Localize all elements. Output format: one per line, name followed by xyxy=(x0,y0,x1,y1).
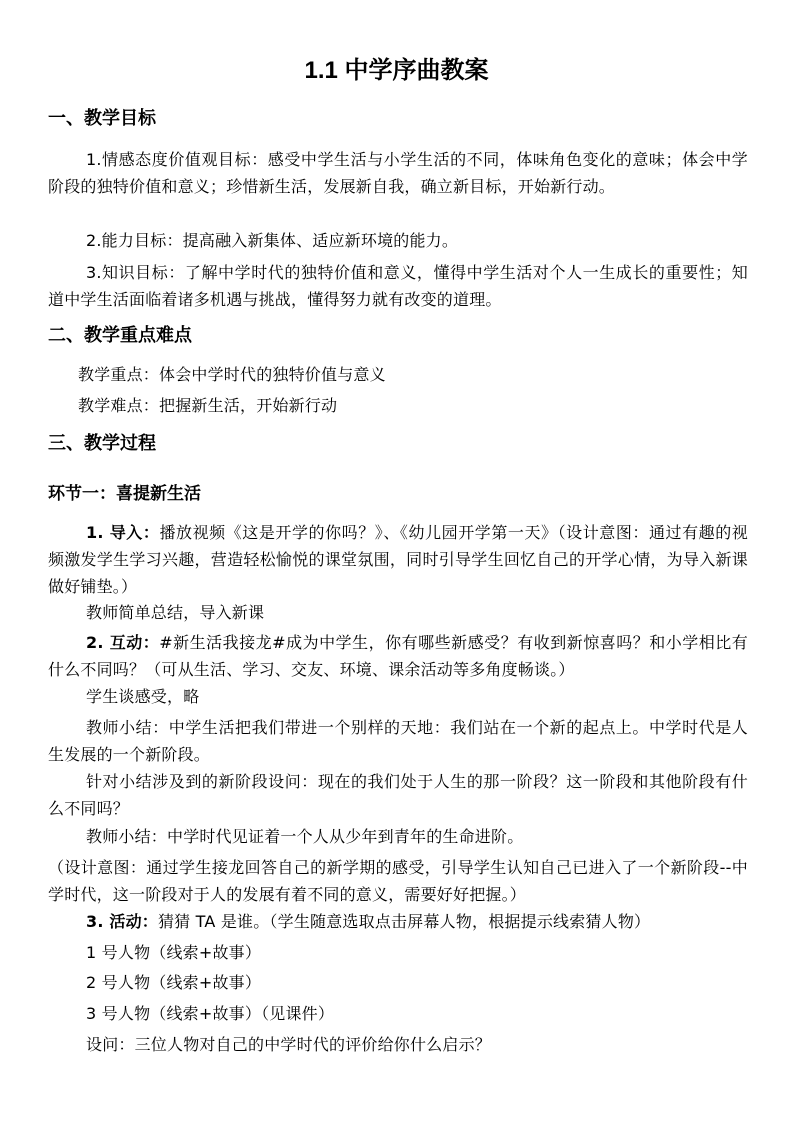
difficult-point: 教学难点：把握新生活，开始新行动 xyxy=(78,396,338,415)
objective-emotion: 1.情感态度价值观目标：感受中学生活与小学生活的不同，体味角色变化的意味；体会中学阶段的独特价值和意义；珍惜新生活，发展新自我，确立新目标，开始新行动。 xyxy=(48,150,748,196)
activity-text: 猜猜 TA 是谁。（学生随意选取点击屏幕人物，根据提示线索猜人物） xyxy=(157,912,651,931)
activity-paragraph xyxy=(48,908,748,935)
teacher-summary-2: 教师小结：中学时代见证着一个人从少年到青年的生命进阶。 xyxy=(86,827,524,846)
person-1: 1 号人物（线索+故事） xyxy=(86,943,262,962)
interaction-label: 2. 互动： xyxy=(86,633,160,652)
page-title: 1.1 中学序曲教案 xyxy=(304,57,489,84)
question-three-people: 设问：三位人物对自己的中学时代的评价给你什么启示？ xyxy=(86,1035,492,1054)
section-heading-key-points: 二、教学重点难点 xyxy=(48,325,192,346)
teacher-summary-intro: 教师简单总结，导入新课 xyxy=(86,603,265,622)
question-stage: 针对小结涉及到的新阶段设问：现在的我们处于人生的那一阶段？这一阶段和其他阶段有什么不同吗？ xyxy=(48,772,748,818)
objective-knowledge: 3.知识目标：了解中学时代的独特价值和意义，懂得中学生活对个人一生成长的重要性；知道中学生活面临着诸多机遇与挑战，懂得努力就有改变的道理。 xyxy=(48,263,748,309)
interaction-text: #新生活我接龙#成为中学生，你有哪些新感受？有收到新惊喜吗？和小学相比有什么不同吗？（可从生活、学习、交友、环境、课余活动等多角度畅谈。） xyxy=(48,633,749,679)
interaction-paragraph xyxy=(48,629,748,683)
teacher-summary-1: 教师小结：中学生活把我们带进一个别样的天地：我们站在一个新的起点上。中学时代是人生发展的一个新阶段。 xyxy=(48,718,748,764)
objective-ability: 2.能力目标：提高融入新集体、适应新环境的能力。 xyxy=(86,231,459,250)
design-intent-note: （设计意图：通过学生接龙回答自己的新学期的感受，引导学生认知自己已进入了一个新阶段--中学时代，这一阶段对于人的发展有着不同的意义，需要好好把握。） xyxy=(48,858,748,904)
key-point: 教学重点：体会中学时代的独特价值与意义 xyxy=(78,365,386,384)
section-heading-objectives: 一、教学目标 xyxy=(48,108,156,129)
activity-label: 3. 活动： xyxy=(86,912,158,931)
lead-in-text: 播放视频《这是开学的你吗？》、《幼儿园开学第一天》（设计意图：通过有趣的视频激发学生学习兴趣，营造轻松愉悦的课堂氛围，同时引导学生回忆自己的开学心情，为导入新课做好铺垫。） xyxy=(48,523,749,596)
person-2: 2 号人物（线索+故事） xyxy=(86,973,262,992)
person-3: 3 号人物（线索+故事）（见课件） xyxy=(86,1004,335,1023)
section-heading-process: 三、教学过程 xyxy=(48,433,156,454)
student-response: 学生谈感受，略 xyxy=(86,687,200,706)
lead-in-paragraph xyxy=(48,519,748,600)
stage-one-heading: 环节一：喜提新生活 xyxy=(48,484,201,504)
lead-in-label: 1. 导入： xyxy=(86,523,160,542)
